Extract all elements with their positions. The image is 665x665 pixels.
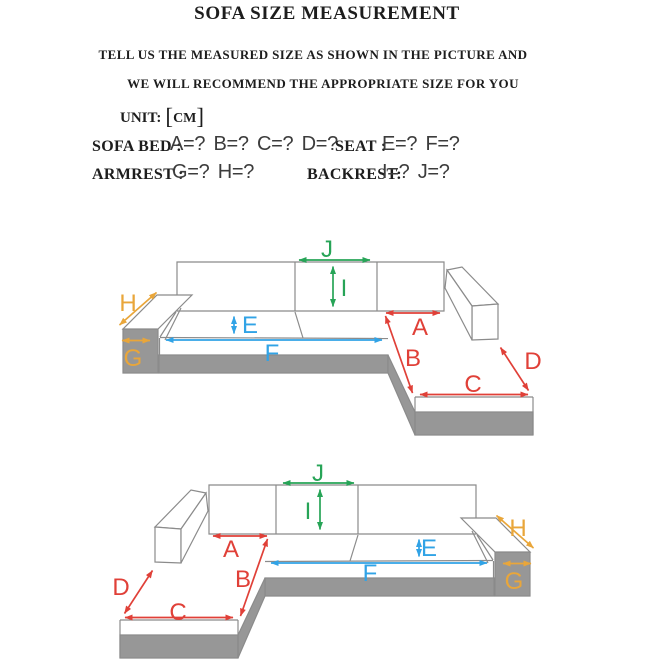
measure-label-i-top: I: [340, 275, 348, 302]
armrest-values: G=? H=?: [172, 161, 255, 183]
measure-label-a-top: A: [411, 314, 429, 341]
page-title: SOFA SIZE MEASUREMENT: [194, 3, 460, 24]
armrest-label: ARMREST :: [92, 166, 184, 183]
measure-label-f-top: F: [264, 340, 280, 367]
measure-label-b-bottom: B: [234, 566, 252, 593]
unit-row: [120, 104, 204, 130]
measure-label-e-top: E: [241, 312, 259, 339]
measure-label-d-bottom: D: [112, 574, 130, 601]
measure-label-c-top: C: [464, 371, 482, 398]
measure-label-d-top: D: [524, 348, 542, 375]
intro-line-2: WE WILL RECOMMEND THE APPROPRIATE SIZE FOR YOU: [127, 76, 519, 91]
measure-label-h-bottom: H: [509, 515, 527, 542]
unit-label: UNIT:: [120, 110, 162, 126]
sofa-bed-values: A=? B=? C=? D=?: [170, 133, 338, 155]
seat-values: E=? F=?: [382, 133, 460, 155]
unit-value: CM: [173, 111, 197, 126]
backrest-label: BACKREST:: [307, 166, 402, 183]
measure-label-i-bottom: I: [304, 498, 312, 525]
measure-label-f-bottom: F: [362, 560, 378, 587]
measure-label-e-bottom: E: [420, 535, 438, 562]
backrest-values: I=? J=?: [382, 161, 450, 183]
measure-label-j-top: J: [321, 236, 333, 263]
measure-label-c-bottom: C: [169, 599, 187, 626]
measure-label-g-top: G: [123, 345, 143, 372]
measure-label-j-bottom: J: [312, 460, 324, 487]
sofa-top-lineart: [120, 260, 534, 435]
measure-label-b-top: B: [404, 345, 422, 372]
measure-label-h-top: H: [119, 290, 137, 317]
intro-line-1: TELL US THE MEASURED SIZE AS SHOWN IN THE PICTURE AND: [98, 47, 528, 62]
unit-bracket-open: [: [165, 104, 174, 129]
sofa-bed-label: SOFA BED :: [92, 138, 182, 155]
sofa-bottom-lineart: [120, 483, 534, 658]
sofa-measurement-diagram: [0, 236, 665, 665]
measure-label-g-bottom: G: [504, 568, 524, 595]
unit-bracket-close: ]: [196, 104, 205, 129]
measure-label-a-bottom: A: [222, 536, 240, 563]
seat-label: SEAT :: [335, 138, 387, 155]
